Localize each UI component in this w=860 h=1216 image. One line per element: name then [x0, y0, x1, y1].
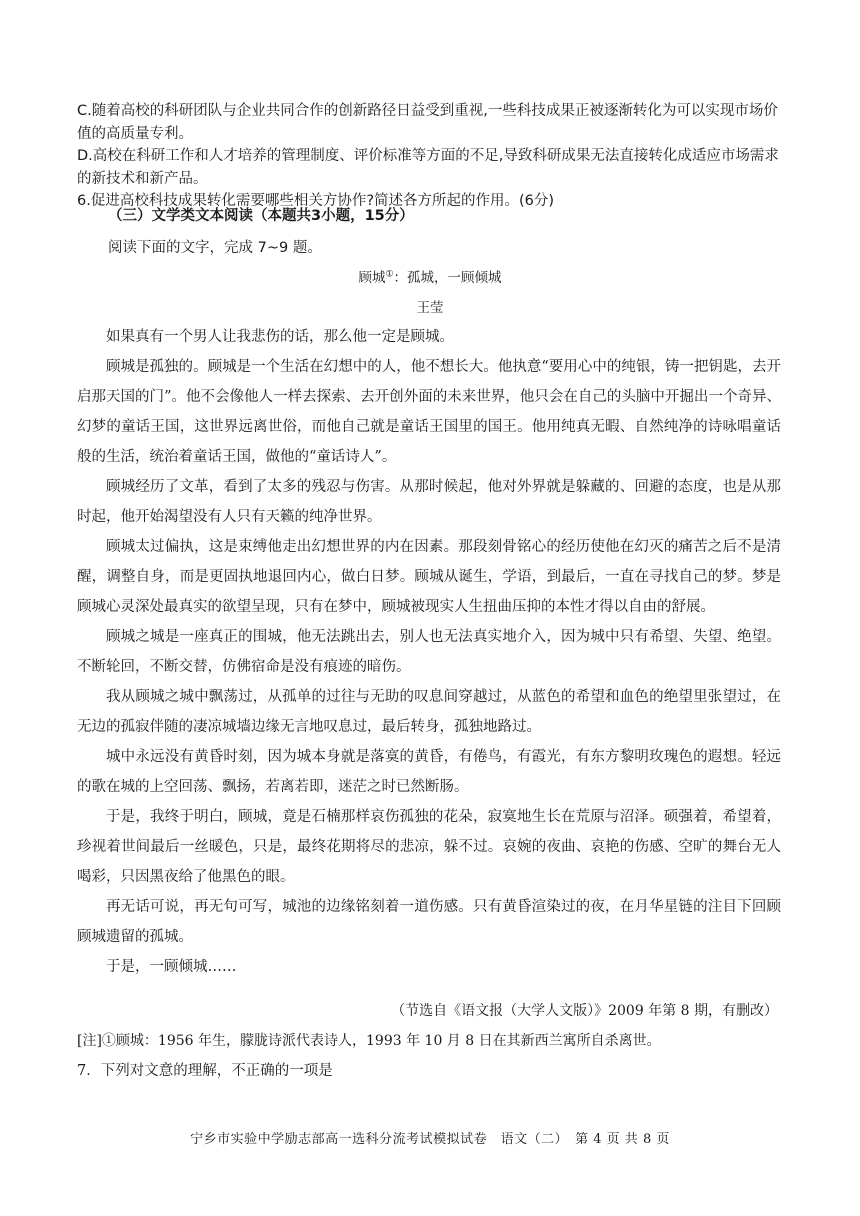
- article-source: （节选自《语文报（大学人文版）》2009 年第 8 期，有删改）: [391, 1003, 778, 1019]
- article-paragraph: 顾城之城是一座真正的围城，他无法跳出去，别人也无法真实地介入，因为城中只有希望、失望、绝望。不断轮回，不断交替，仿佛宿命是没有痕迹的暗伤。: [77, 629, 781, 675]
- article-paragraph: 于是，一顾倾城……: [106, 959, 237, 975]
- answer-options-block: [77, 100, 787, 213]
- question-6: 6.促进高校科技成果转化需要哪些相关方协作?简述各方所起的作用。(6分): [77, 193, 555, 209]
- article-paragraph: 再无话可说，再无句可写，城池的边缘铭刻着一道伤感。只有黄昏渲染过的夜，在月华星链的注目下回顾顾城遗留的孤城。: [77, 899, 781, 945]
- article-paragraph: 顾城太过偏执，这是束缚他走出幻想世界的内在因素。那段刻骨铭心的经历使他在幻灭的痛苦之后不是清醒，调整自身，而是更固执地退回内心，做白日梦。顾城从诞生，学语，到最后，一直在寻找自己的梦。梦是顾城心灵深处最真实的欲望呈现，只有在梦中，顾城被现实人生扭曲压抑的本性才得以自由的舒展。: [77, 539, 781, 615]
- question-7: 7．下列对文意的理解，不正确的一项是: [77, 1063, 333, 1079]
- article-title-rest: ：孤城，一顾倾城: [393, 270, 502, 286]
- footnote: [注]①顾城：1956 年生，朦胧诗派代表诗人，1993 年 10 月 8 日在其新西兰寓所自杀离世。: [77, 1033, 661, 1049]
- article-paragraph: 我从顾城之城中飘荡过，从孤单的过往与无助的叹息间穿越过，从蓝色的希望和血色的绝望里张望过，在无边的孤寂伴随的凄凉城墙边缘无言地叹息过，最后转身，孤独地路过。: [77, 689, 781, 735]
- article-paragraph: 顾城是孤独的。顾城是一个生活在幻想中的人，他不想长大。他执意“要用心中的纯银，铸一把钥匙，去开启那天国的门”。他不会像他人一样去探索、去开创外面的未来世界，他只会在自己的头脑中开掘出一个奇异、幻梦的童话王国，这世界远离世俗，而他自己就是童话王国里的国王。他用纯真无暇、自然纯净的诗咏唱童话般的生活，统治着童话王国，做他的“童话诗人”。: [77, 359, 781, 465]
- article-body: [77, 322, 781, 982]
- page-footer: 宁乡市实验中学励志部高一选科分流考试模拟试卷 语文（二） 第 4 页 共 8 页: [190, 1132, 670, 1147]
- article-paragraph: 城中永远没有黄昏时刻，因为城本身就是落寞的黄昏，有倦鸟，有霞光，有东方黎明玫瑰色的遐想。轻远的歌在城的上空回荡、飘扬，若离若即，迷茫之时已然断肠。: [77, 749, 781, 795]
- article-paragraph: 如果真有一个男人让我悲伤的话，那么他一定是顾城。: [106, 329, 454, 345]
- option-d: D.高校在科研工作和人才培养的管理制度、评价标准等方面的不足,导致科研成果无法直接转化成适应市场需求的新技术和新产品。: [77, 148, 779, 187]
- article-author: 王莹: [416, 300, 444, 316]
- reading-instruction: 阅读下面的文字，完成 7~9 题。: [108, 240, 322, 256]
- article-paragraph: 于是，我终于明白，顾城，竟是石楠那样哀伤孤独的花朵，寂寞地生长在荒原与沼泽。硕强着，希望着，珍视着世间最后一丝暖色，只是，最终花期将尽的悲凉，躲不过。哀婉的夜曲、哀艳的伤感、空旷的舞台无人喝彩，只因黑夜给了他黑色的眼。: [77, 809, 781, 885]
- option-c: C.随着高校的科研团队与企业共同合作的创新路径日益受到重视,一些科技成果正被逐渐转化为可以实现市场价值的高质量专利。: [77, 103, 778, 142]
- footnote-marker: ①: [385, 269, 394, 280]
- article-title-main: 顾城: [358, 270, 386, 286]
- section-heading: （三）文学类文本阅读（本题共3小题，15分）: [108, 208, 414, 224]
- article-title: [0, 266, 860, 286]
- article-paragraph: 顾城经历了文革，看到了太多的残忍与伤害。从那时候起，他对外界就是躲藏的、回避的态度，也是从那时起，他开始渴望没有人只有天籁的纯净世界。: [77, 479, 781, 525]
